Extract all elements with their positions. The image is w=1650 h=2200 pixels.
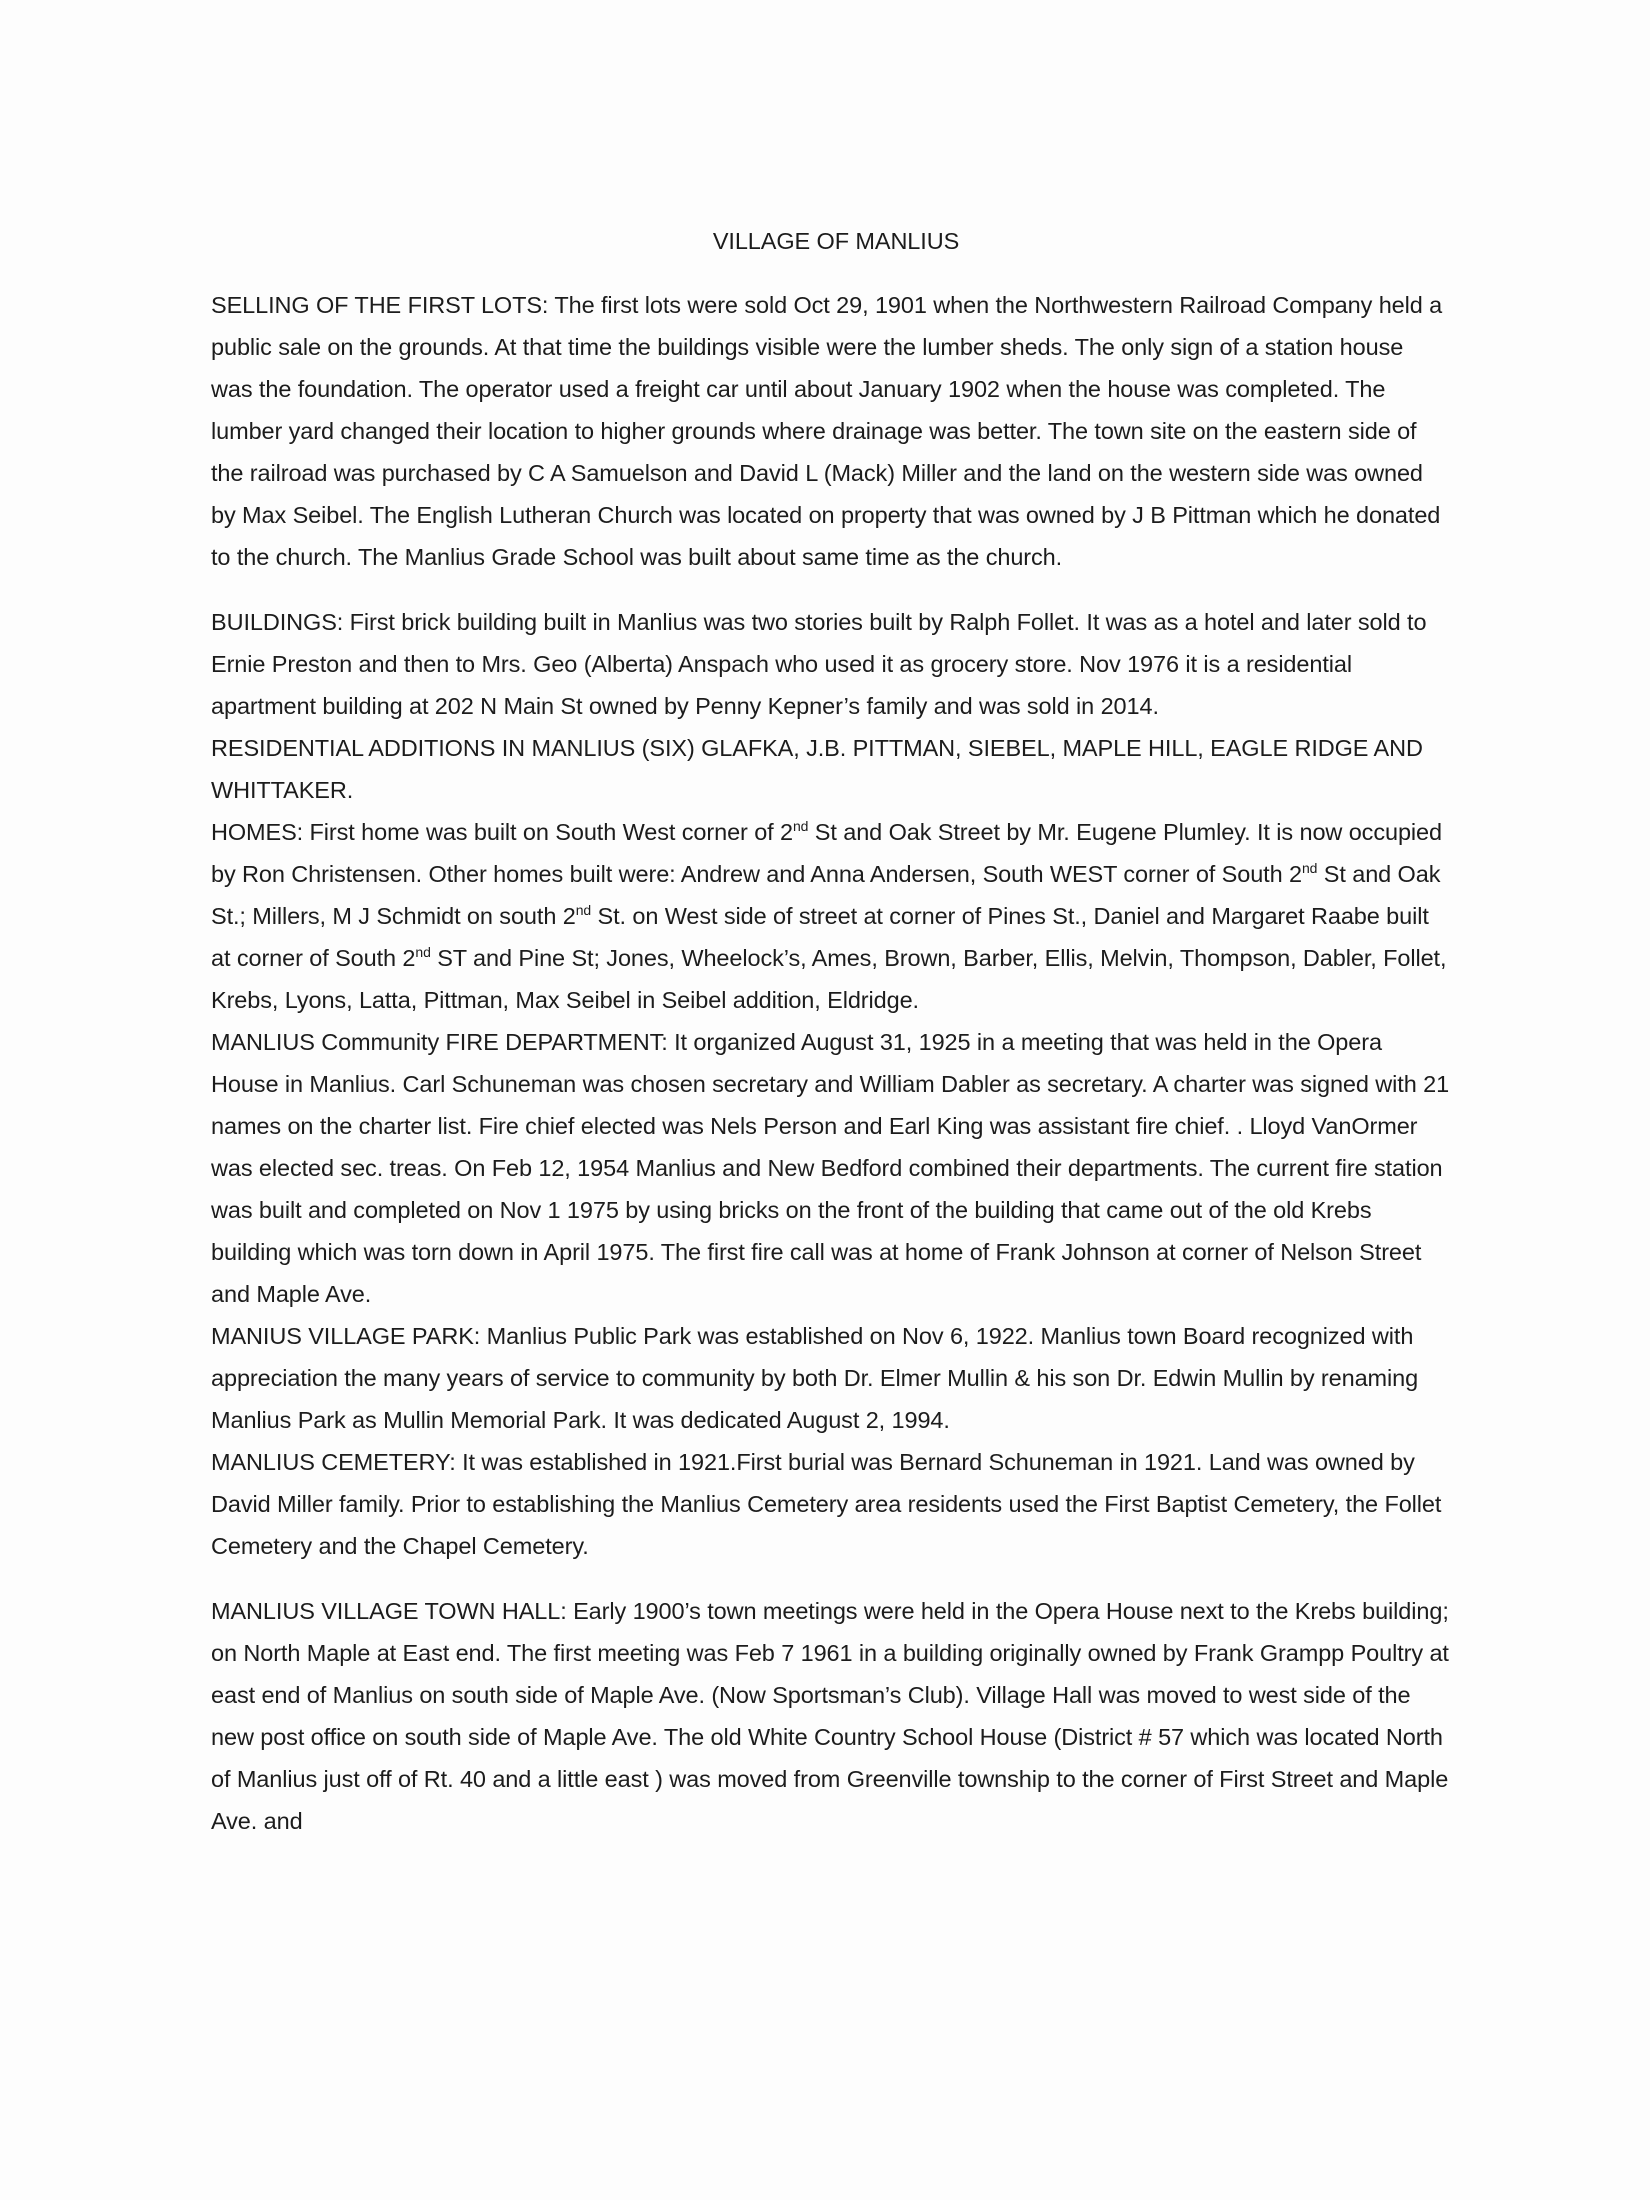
homes-superscript-2: nd [1301,860,1318,877]
document-title: VILLAGE OF MANLIUS [712,228,960,254]
paragraph-gap [211,578,1451,601]
homes-text-3: St and Oak St.; Millers, M J Schmidt on south 2 [211,861,1441,929]
homes-text-1: HOMES: First home was built on South West corner of 2 [211,819,793,845]
paragraph-village-park: MANIUS VILLAGE PARK: Manlius Public Park was established on Nov 6, 1922. Manlius town Board recognized with appreciation the many years of service to community by both Dr. Elmer Mullin & his son Dr. Edwin Mullin by renaming Manlius Park as Mullin Memorial Park. It was dedicated August 2, 1994. [211,1323,1419,1433]
paragraph-buildings: BUILDINGS: First brick building built in Manlius was two stories built by Ralph Follet. It was as a hotel and later sold to Ernie Preston and then to Mrs. Geo (Alberta) Anspach who used it as grocery store. Nov 1976 it is a residential apartment building at 202 N Main St owned by Penny Kepner’s family and was sold in 2014. [211,609,1427,719]
paragraph-gap [211,1567,1451,1590]
paragraph-selling-first-lots: SELLING OF THE FIRST LOTS: The first lots were sold Oct 29, 1901 when the Northwestern Railroad Company held a public sale on the grounds. At that time the buildings visible were the lumber sheds. The only sign of a station house was the foundation. The operator used a freight car until about January 1902 when the house was completed. The lumber yard changed their location to higher grounds where drainage was better. The town site on the eastern side of the railroad was purchased by C A Samuelson and David L (Mack) Miller and the land on the western side was owned by Max Seibel. The English Lutheran Church was located on property that was owned by J B Pittman which he donated to the church. The Manlius Grade School was built about same time as the church. [211,292,1443,570]
homes-superscript-1: nd [793,818,809,835]
homes-superscript-4: nd [415,944,431,961]
paragraph-town-hall: MANLIUS VILLAGE TOWN HALL: Early 1900’s town meetings were held in the Opera House next to the Krebs building; on North Maple at East end. The first meeting was Feb 7 1961 in a building originally owned by Frank Grampp Poultry at east end of Manlius on south side of Maple Ave. (Now Sportsman’s Club). Village Hall was moved to west side of the new post office on south side of Maple Ave. The old White Country School House (District # 57 which was located North of Manlius just off of Rt. 40 and a little east ) was moved from Greenville township to the corner of First Street and Maple Ave. and [211,1598,1449,1834]
paragraph-residential-additions: RESIDENTIAL ADDITIONS IN MANLIUS (SIX) GLAFKA, J.B. PITTMAN, SIEBEL, MAPLE HILL, EAGLE RIDGE AND WHITTAKER. [211,735,1423,803]
document-body [211,220,1451,1842]
paragraph-cemetery: MANLIUS CEMETERY: It was established in 1921.First burial was Bernard Schuneman in 1921. Land was owned by David Miller family. Prior to establishing the Manlius Cemetery area residents used the First Baptist Cemetery, the Follet Cemetery and the Chapel Cemetery. [211,1449,1442,1559]
paragraph-homes [211,811,1451,1021]
homes-text-2: St and Oak Street by Mr. Eugene Plumley. It is now occupied by Ron Christensen. Other homes built were: Andrew and Anna Andersen, South WEST corner of South 2 [211,819,1442,887]
homes-text-4: St. on West side of street at corner of Pines St., Daniel and Margaret Raabe built at corner of South 2 [211,903,1429,971]
homes-text-5: ST and Pine St; Jones, Wheelock’s, Ames, Brown, Barber, Ellis, Melvin, Thompson, Dabler, Follet, Krebs, Lyons, Latta, Pittman, Max Seibel in Seibel addition, Eldridge. [211,945,1447,1013]
homes-superscript-3: nd [575,902,592,919]
paragraph-fire-department: MANLIUS Community FIRE DEPARTMENT: It organized August 31, 1925 in a meeting that was held in the Opera House in Manlius. Carl Schuneman was chosen secretary and William Dabler as secretary. A charter was signed with 21 names on the charter list. Fire chief elected was Nels Person and Earl King was assistant fire chief. . Lloyd VanOrmer was elected sec. treas. On Feb 12, 1954 Manlius and New Bedford combined their departments. The current fire station was built and completed on Nov 1 1975 by using bricks on the front of the building that came out of the old Krebs building which was torn down in April 1975. The first fire call was at home of Frank Johnson at corner of Nelson Street and Maple Ave. [211,1029,1450,1307]
